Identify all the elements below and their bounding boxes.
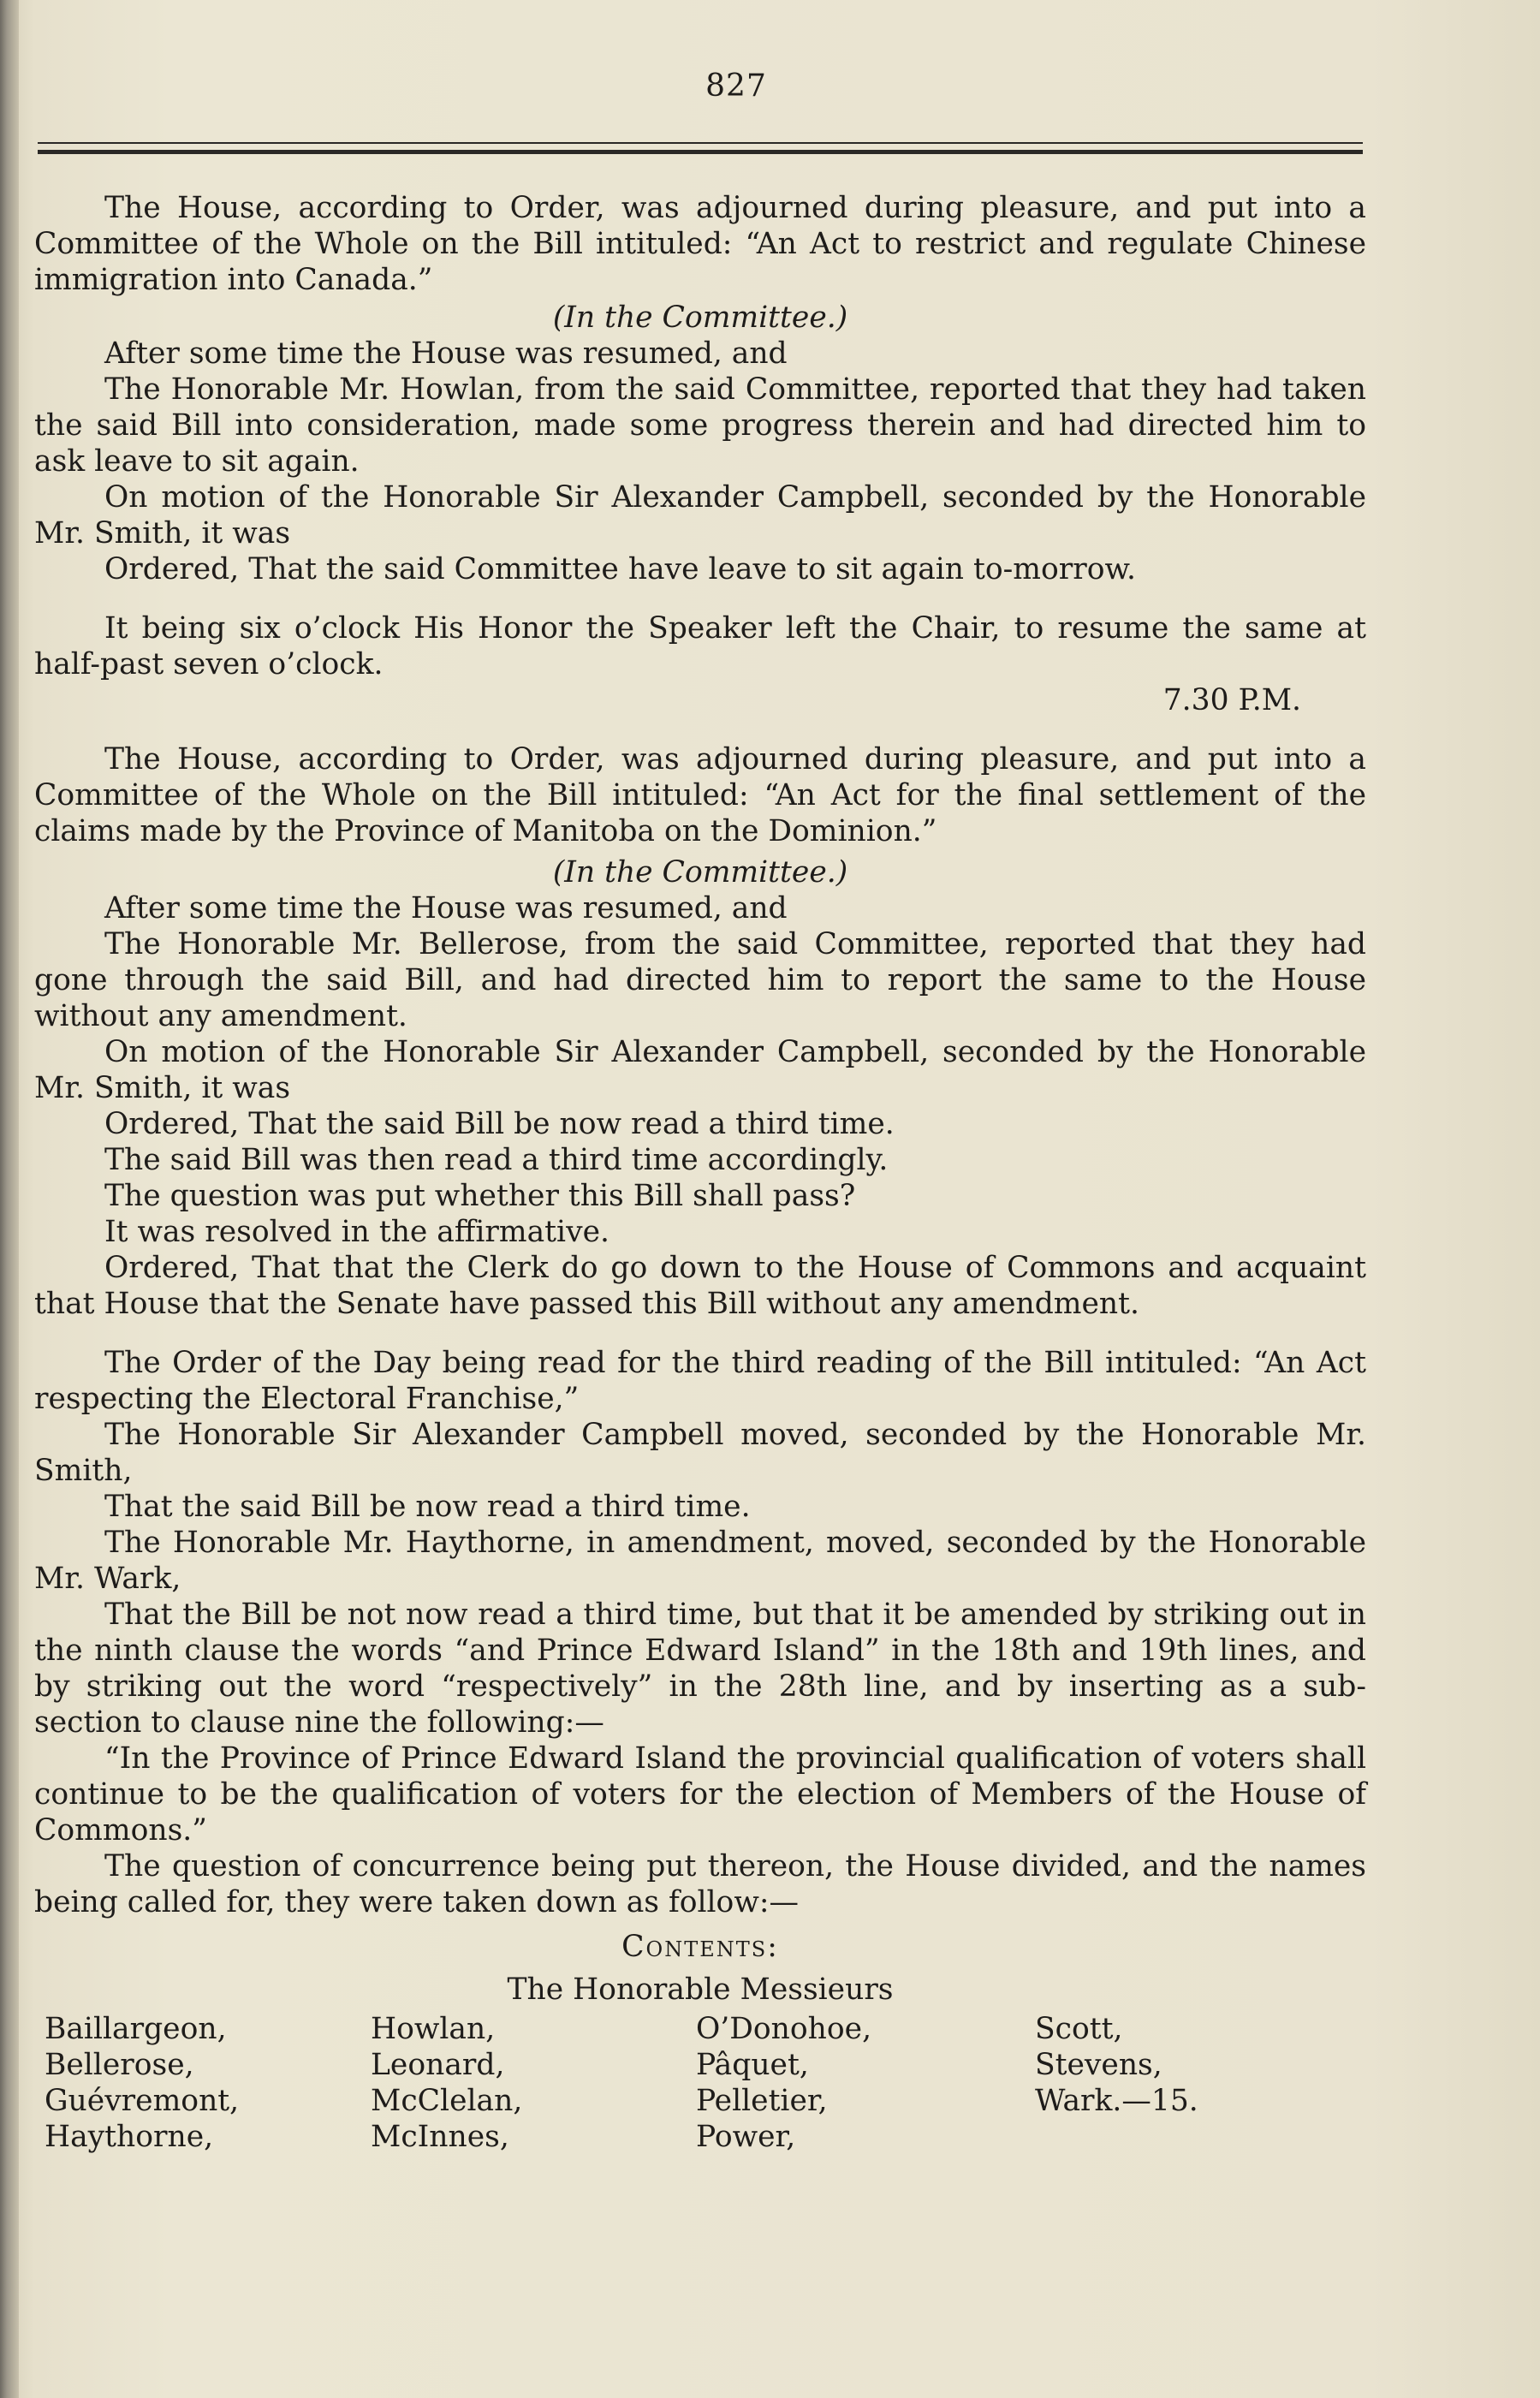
paragraph: On motion of the Honorable Sir Alexander Campbell, seconded by the Honorable Mr. Smith, it was: [34, 1035, 1366, 1105]
name-entry: Guévremont,: [45, 2084, 240, 2118]
journal-text: [34, 190, 1366, 2155]
name-entry: Leonard,: [371, 2048, 505, 2082]
page-number: 827: [705, 68, 767, 104]
paragraph: The Honorable Mr. Bellerose, from the said Committee, reported that they had gone through the said Bill, and had directed him to report the same to the House without any amendment.: [34, 927, 1366, 1033]
name-entry: Scott,: [1035, 2012, 1123, 2046]
paragraph: The Honorable Mr. Haythorne, in amendment, moved, seconded by the Honorable Mr. Wark,: [34, 1526, 1366, 1596]
binding-edge: [0, 0, 19, 2398]
paragraph: The question of concurrence being put thereon, the House divided, and the names being called for, they were taken down as follow:—: [34, 1849, 1366, 1919]
name-entry: Howlan,: [371, 2012, 496, 2046]
contents-name-list: [34, 2011, 1366, 2155]
name-entry: McClelan,: [371, 2084, 523, 2118]
name-entry: [1035, 2119, 1292, 2155]
name-entry: O’Donohoe,: [696, 2012, 872, 2046]
paragraph: On motion of the Honorable Sir Alexander Campbell, seconded by the Honorable Mr. Smith, it was: [34, 480, 1366, 550]
name-entry: Pâquet,: [696, 2048, 809, 2082]
paragraph: The question was put whether this Bill shall pass?: [104, 1179, 856, 1213]
messieurs-heading: The Honorable Messieurs: [507, 1973, 894, 2007]
paragraph: The Honorable Mr. Howlan, from the said Committee, reported that they had taken the said Bill into consideration, made some progress therein and had directed him to ask leave to sit again.: [34, 372, 1366, 479]
paragraph: The said Bill was then read a third time accordingly.: [104, 1143, 889, 1177]
paragraph: After some time the House was resumed, and: [104, 336, 788, 371]
contents-heading: Contents:: [621, 1930, 779, 1964]
paragraph: The House, according to Order, was adjourned during pleasure, and put into a Committee of the Whole on the Bill intituled: “An Act for the final settlement of the claims made by the Province of Manitoba on the Dominion.”: [34, 742, 1366, 848]
committee-heading: (In the Committee.): [552, 855, 848, 890]
paragraph: It being six o’clock His Honor the Speaker left the Chair, to resume the same at half-past seven o’clock.: [34, 611, 1366, 681]
header-double-rule: [38, 142, 1363, 154]
committee-heading: (In the Committee.): [552, 300, 848, 335]
name-entry: Bellerose,: [45, 2048, 194, 2082]
name-entry: Haythorne,: [45, 2120, 214, 2154]
paragraph: Ordered, That that the Clerk do go down to the House of Commons and acquaint that House that the Senate have passed this Bill without any amendment.: [34, 1251, 1366, 1321]
paragraph: That the said Bill be now read a third time.: [104, 1490, 751, 1524]
name-entry: Pelletier,: [696, 2084, 828, 2118]
name-entry: McInnes,: [371, 2120, 509, 2154]
paragraph: The House, according to Order, was adjourned during pleasure, and put into a Committee of the Whole on the Bill intituled: “An Act to restrict and regulate Chinese immigration into Canada.”: [34, 191, 1366, 297]
paragraph: The Order of the Day being read for the third reading of the Bill intituled: “An Act respecting the Electoral Franchise,”: [34, 1346, 1366, 1416]
paragraph: “In the Province of Prince Edward Island the provincial qualification of voters shall continue to be the qualification of voters for the election of Members of the House of Commons.”: [34, 1741, 1366, 1848]
paragraph: That the Bill be not now read a third time, but that it be amended by striking out in the ninth clause the words “and Prince Edward Island” in the 18th and 19th lines, and by striking out the word “respectively” in the 28th line, and by inserting as a sub-section to clause nine the following:—: [34, 1598, 1366, 1740]
name-entry: Wark.—15.: [1035, 2084, 1198, 2118]
name-entry: Stevens,: [1035, 2048, 1162, 2082]
paragraph: Ordered, That the said Committee have leave to sit again to-morrow.: [104, 552, 1136, 586]
name-entry: Power,: [696, 2120, 796, 2154]
paragraph: It was resolved in the affirmative.: [104, 1215, 609, 1249]
paragraph: After some time the House was resumed, and: [104, 891, 788, 925]
time-heading: 7.30 P.M.: [1162, 683, 1301, 717]
name-entry: Baillargeon,: [45, 2012, 227, 2046]
paragraph: Ordered, That the said Bill be now read a third time.: [104, 1107, 895, 1141]
paragraph: The Honorable Sir Alexander Campbell moved, seconded by the Honorable Mr. Smith,: [34, 1418, 1366, 1488]
